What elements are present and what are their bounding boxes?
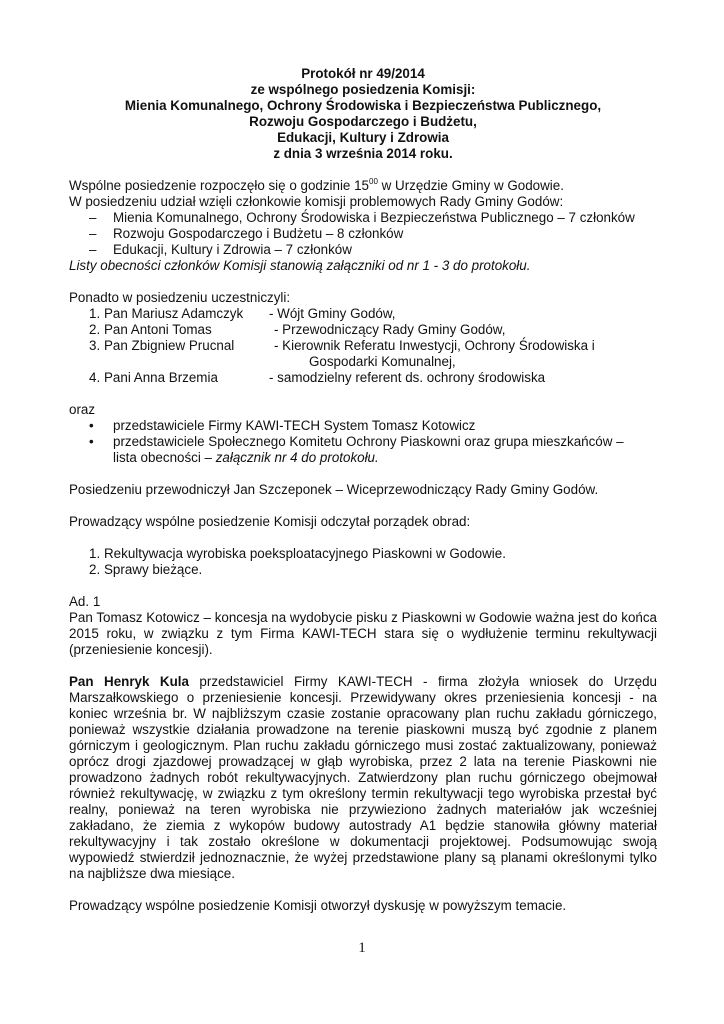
time-superscript: 00 [369, 177, 378, 186]
title-line: z dnia 3 września 2014 roku. [273, 146, 453, 161]
participants-list [69, 306, 657, 386]
bullet-marker: • [89, 434, 94, 449]
committee-list [69, 210, 657, 258]
attendance-intro: W posiedzeniu udział wzięli członkowie komisji problemowych Rady Gminy Godów: [69, 194, 564, 209]
participant-name: Pan Antoni Tomas [104, 322, 212, 337]
opening-line: Wspólne posiedzenie rozpoczęło się o godzinie $15^{00}$ w Urzędzie Gminy w Godowie. [69, 177, 564, 193]
participant-role: - samodzielny referent ds. ochrony środowiska [269, 370, 546, 385]
participant-role-cont: Gospodarki Komunalnej, [309, 354, 456, 369]
ad1-heading: Ad. 1 [69, 594, 101, 609]
kula-paragraph: Pan Henryk Kula przedstawiciel Firmy KAWI-TECH - firma złożyła wniosek do Urzędu Marszałkowskiego o przeniesienie koncesji. Przewidywany okres przeniesienia koncesji - na koniec września br. W najbliższym czasie zostanie opracowany plan ruchu zakładu górniczego, ponieważ wszystkie działania prowadzone na terenie piaskowni muszą być zgodnie z planem górniczym i geologicznym. Plan ruchu zakładu górniczego musi zostać zaktualizowany, ponieważ oprócz drogi zjazdowej prowadzącej w głąb wyrobiska, przez 2 lata na terenie Piaskowni nie prowadzono żadnych robót rekultywacyjnych. Zatwierdzony plan ruchu górniczego obejmował również rekultywację, w związku z tym określony termin rekultywacji tego wyrobiska przestał być realny, ponieważ na teren wyrobiska nie przywieziono żadnych materiałów jak wcześniej zakładano, że ziemia z wykopów budowy autostrady A1 będzie stanowiła główny materiał rekultywacyjny i tak zostało określone w dokumentacji projektowej. Podsumowując swoją wypowiedź stwierdził jednoznacznie, że wyżej przedstawione plany są planami określonymi tylko na najbliższe dwa miesiące. [69, 674, 658, 881]
oraz-label: oraz [69, 402, 96, 417]
list-item: – Mienia Komunalnego, Ochrony Środowiska i Bezpieczeństwa Publicznego – 7 członków [89, 210, 635, 225]
participants-intro: Ponadto w posiedzeniu uczestniczyli: [69, 290, 291, 305]
speaker-name: Pan Henryk Kula [69, 674, 189, 689]
list-item: 4. Pani Anna Brzemia - samodzielny referent ds. ochrony środowiska [89, 370, 546, 385]
kotowicz-paragraph: Pan Tomasz Kotowicz – koncesja na wydobycie pisku z Piaskowni w Godowie ważna jest do końca 2015 roku, w związku z tym Firma KAWI-TECH stara się o wydłużenie terminu rekultywacji (przeniesienie koncesji). [69, 610, 657, 657]
dash-marker: – [89, 210, 97, 225]
title-line: Rozwoju Gospodarczego i Budżetu, [249, 114, 477, 129]
title-line: Protokół nr 49/2014 [301, 66, 425, 81]
document-title [69, 66, 657, 162]
discussion-paragraph: Prowadzący wspólne posiedzenie Komisji otworzył dyskusję w powyższym temacie. [69, 898, 567, 913]
chair-paragraph: Posiedzeniu przewodniczył Jan Szczeponek – Wiceprzewodniczący Rady Gminy Godów. [69, 482, 599, 497]
dash-marker: – [89, 226, 97, 241]
list-item: 3. Pan Zbigniew Prucnal - Kierownik Referatu Inwestycji, Ochrony Środowiska i Gospodarki Komunalnej, [69, 338, 657, 370]
document-page [69, 66, 657, 914]
participant-role: - Przewodniczący Rady Gminy Godów, [274, 322, 506, 337]
list-item: 1. Rekultywacja wyrobiska poeksploatacyjnego Piaskowni w Godowie. [89, 546, 506, 561]
title-line: Mienia Komunalnego, Ochrony Środowiska i Bezpieczeństwa Publicznego, [124, 98, 602, 113]
list-item: 2. Pan Antoni Tomas - Przewodniczący Rady Gminy Godów, [89, 322, 506, 337]
list-item: 1. Pan Mariusz Adamczyk - Wójt Gminy Godów, [89, 306, 396, 321]
page-number: 1 [358, 940, 366, 956]
list-item: 2. Sprawy bieżące. [89, 562, 203, 577]
title-line: ze wspólnego posiedzenia Komisji: [250, 82, 476, 97]
agenda-list [69, 546, 657, 578]
list-item: – Edukacji, Kultury i Zdrowia – 7 członków [89, 242, 352, 257]
participant-name: Pan Zbigniew Prucnal [104, 338, 235, 353]
participant-role: - Wójt Gminy Godów, [269, 306, 396, 321]
title-line: Edukacji, Kultury i Zdrowia [277, 130, 449, 145]
bullet-marker: • [89, 418, 94, 433]
list-item: – Rozwoju Gospodarczego i Budżetu – 8 członków [89, 226, 404, 241]
participant-name: Pani Anna Brzemia [104, 370, 218, 385]
list-item: • przedstawiciele Społecznego Komitetu Ochrony Piaskowni oraz grupa mieszkańców – lista obecności – załącznik nr 4 do protokołu. [89, 434, 624, 465]
participant-role: - Kierownik Referatu Inwestycji, Ochrony Środowiska i [274, 338, 595, 353]
participant-name: Pan Mariusz Adamczyk [104, 306, 244, 321]
dash-marker: – [89, 242, 97, 257]
guests-list [69, 418, 657, 466]
list-item: • przedstawiciele Firmy KAWI-TECH System Tomasz Kotowicz [89, 418, 476, 433]
attendance-note: Listy obecności członków Komisji stanowią załączniki od nr 1 - 3 do protokołu. [69, 258, 531, 273]
agenda-intro: Prowadzący wspólne posiedzenie Komisji odczytał porządek obrad: [69, 514, 471, 529]
